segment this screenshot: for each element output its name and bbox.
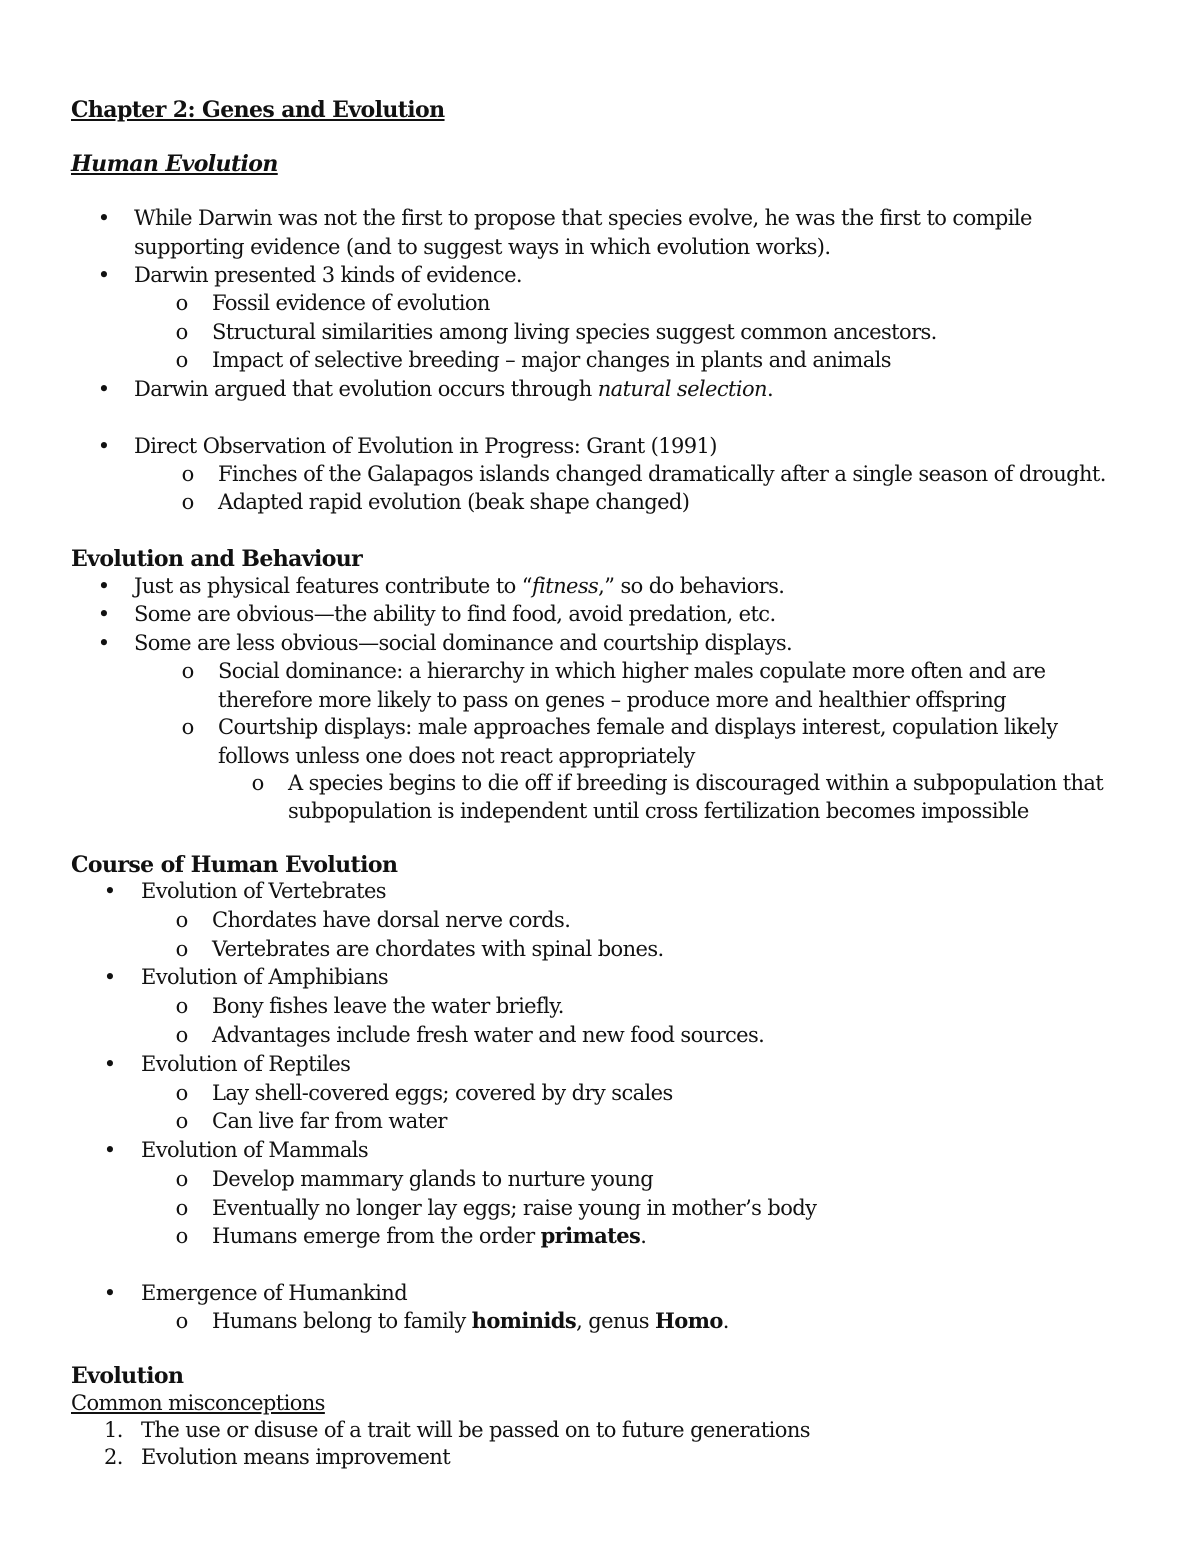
sub-list-item: Humans emerge from the order primates.: [212, 1223, 647, 1248]
circle-marker: o: [175, 1023, 189, 1047]
subheading-misconceptions: Common misconceptions: [71, 1391, 325, 1415]
bullet-marker: •: [103, 1052, 117, 1076]
section-heading-course: Course of Human Evolution: [71, 852, 398, 878]
list-item: Some are less obvious—social dominance and courtship displays.: [134, 631, 793, 655]
list-item: While Darwin was not the first to propose that species evolve, he was the first to compile: [134, 206, 1032, 230]
sub-list-item: Advantages include fresh water and new food sources.: [212, 1023, 765, 1047]
chapter-title: Chapter 2: Genes and Evolution: [71, 97, 445, 123]
circle-marker: o: [175, 1309, 189, 1333]
list-item: Darwin presented 3 kinds of evidence.: [134, 263, 522, 287]
bullet-marker: •: [103, 965, 117, 989]
circle-marker: o: [175, 994, 189, 1018]
sub-list-item: Adapted rapid evolution (beak shape changed): [218, 490, 690, 514]
bullet-marker: •: [97, 574, 111, 598]
numbered-list-item: Evolution means improvement: [141, 1445, 451, 1469]
section-heading-evolution: Evolution: [71, 1363, 184, 1389]
sub-list-item: Chordates have dorsal nerve cords.: [212, 908, 571, 932]
circle-marker: o: [181, 490, 195, 514]
sub-list-item: Humans belong to family hominids, genus Homo.: [212, 1308, 729, 1333]
number-marker: 1.: [104, 1418, 123, 1442]
bullet-marker: •: [97, 263, 111, 287]
number-marker: 2.: [104, 1445, 123, 1469]
circle-marker: o: [175, 908, 189, 932]
circle-marker: o: [251, 771, 265, 795]
list-item: Evolution of Amphibians: [141, 965, 389, 989]
list-item: Darwin argued that evolution occurs through natural selection.: [134, 377, 774, 401]
circle-marker: o: [181, 715, 195, 739]
list-item: Evolution of Vertebrates: [141, 879, 386, 903]
circle-marker: o: [175, 937, 189, 961]
circle-marker: o: [175, 1167, 189, 1191]
circle-marker: o: [181, 462, 195, 486]
circle-marker: o: [175, 1081, 189, 1105]
bullet-marker: •: [97, 631, 111, 655]
bullet-marker: •: [103, 1281, 117, 1305]
sub-list-item: Impact of selective breeding – major changes in plants and animals: [212, 348, 891, 372]
circle-marker: o: [175, 1109, 189, 1133]
circle-marker: o: [181, 659, 195, 683]
sub-list-item: Finches of the Galapagos islands changed dramatically after a single season of drought.: [218, 462, 1106, 486]
bullet-marker: •: [97, 377, 111, 401]
list-item: Evolution of Mammals: [141, 1138, 369, 1162]
sub-list-item: Develop mammary glands to nurture young: [212, 1167, 654, 1191]
bullet-marker: •: [103, 879, 117, 903]
circle-marker: o: [175, 320, 189, 344]
sub-list-item: Courtship displays: male approaches female and displays interest, copulation likely: [218, 715, 1058, 739]
list-item: Direct Observation of Evolution in Progress: Grant (1991): [134, 434, 717, 458]
numbered-list-item: The use or disuse of a trait will be passed on to future generations: [141, 1418, 810, 1442]
circle-marker: o: [175, 1224, 189, 1248]
sub-list-item: Structural similarities among living species suggest common ancestors.: [212, 320, 937, 344]
sub-list-item: Fossil evidence of evolution: [212, 291, 490, 315]
sub-list-item: Vertebrates are chordates with spinal bones.: [212, 937, 664, 961]
sub-list-item-continuation: therefore more likely to pass on genes – produce more and healthier offspring: [218, 688, 1006, 712]
list-item-continuation: supporting evidence (and to suggest ways in which evolution works).: [134, 235, 831, 259]
section-heading-behaviour: Evolution and Behaviour: [71, 546, 363, 572]
bullet-marker: •: [97, 434, 111, 458]
list-item: Evolution of Reptiles: [141, 1052, 351, 1076]
list-item: Emergence of Humankind: [141, 1281, 408, 1305]
sub-list-item: Lay shell-covered eggs; covered by dry scales: [212, 1081, 673, 1105]
bullet-marker: •: [97, 206, 111, 230]
bullet-marker: •: [103, 1138, 117, 1162]
circle-marker: o: [175, 1196, 189, 1220]
list-item: Just as physical features contribute to “fitness,” so do behaviors.: [134, 574, 785, 598]
sub-list-item: Eventually no longer lay eggs; raise young in mother’s body: [212, 1196, 817, 1220]
circle-marker: o: [175, 348, 189, 372]
sub-sub-list-item: A species begins to die off if breeding is discouraged within a subpopulation that: [288, 771, 1104, 795]
list-item: Some are obvious—the ability to find food, avoid predation, etc.: [134, 602, 776, 626]
sub-list-item-continuation: follows unless one does not react appropriately: [218, 744, 695, 768]
sub-list-item: Social dominance: a hierarchy in which higher males copulate more often and are: [218, 659, 1046, 683]
bullet-marker: •: [97, 602, 111, 626]
sub-list-item: Bony fishes leave the water briefly.: [212, 994, 564, 1018]
sub-list-item: Can live far from water: [212, 1109, 447, 1133]
circle-marker: o: [175, 291, 189, 315]
section-heading-human-evolution: Human Evolution: [71, 151, 278, 177]
sub-sub-list-item-continuation: subpopulation is independent until cross fertilization becomes impossible: [288, 799, 1029, 823]
